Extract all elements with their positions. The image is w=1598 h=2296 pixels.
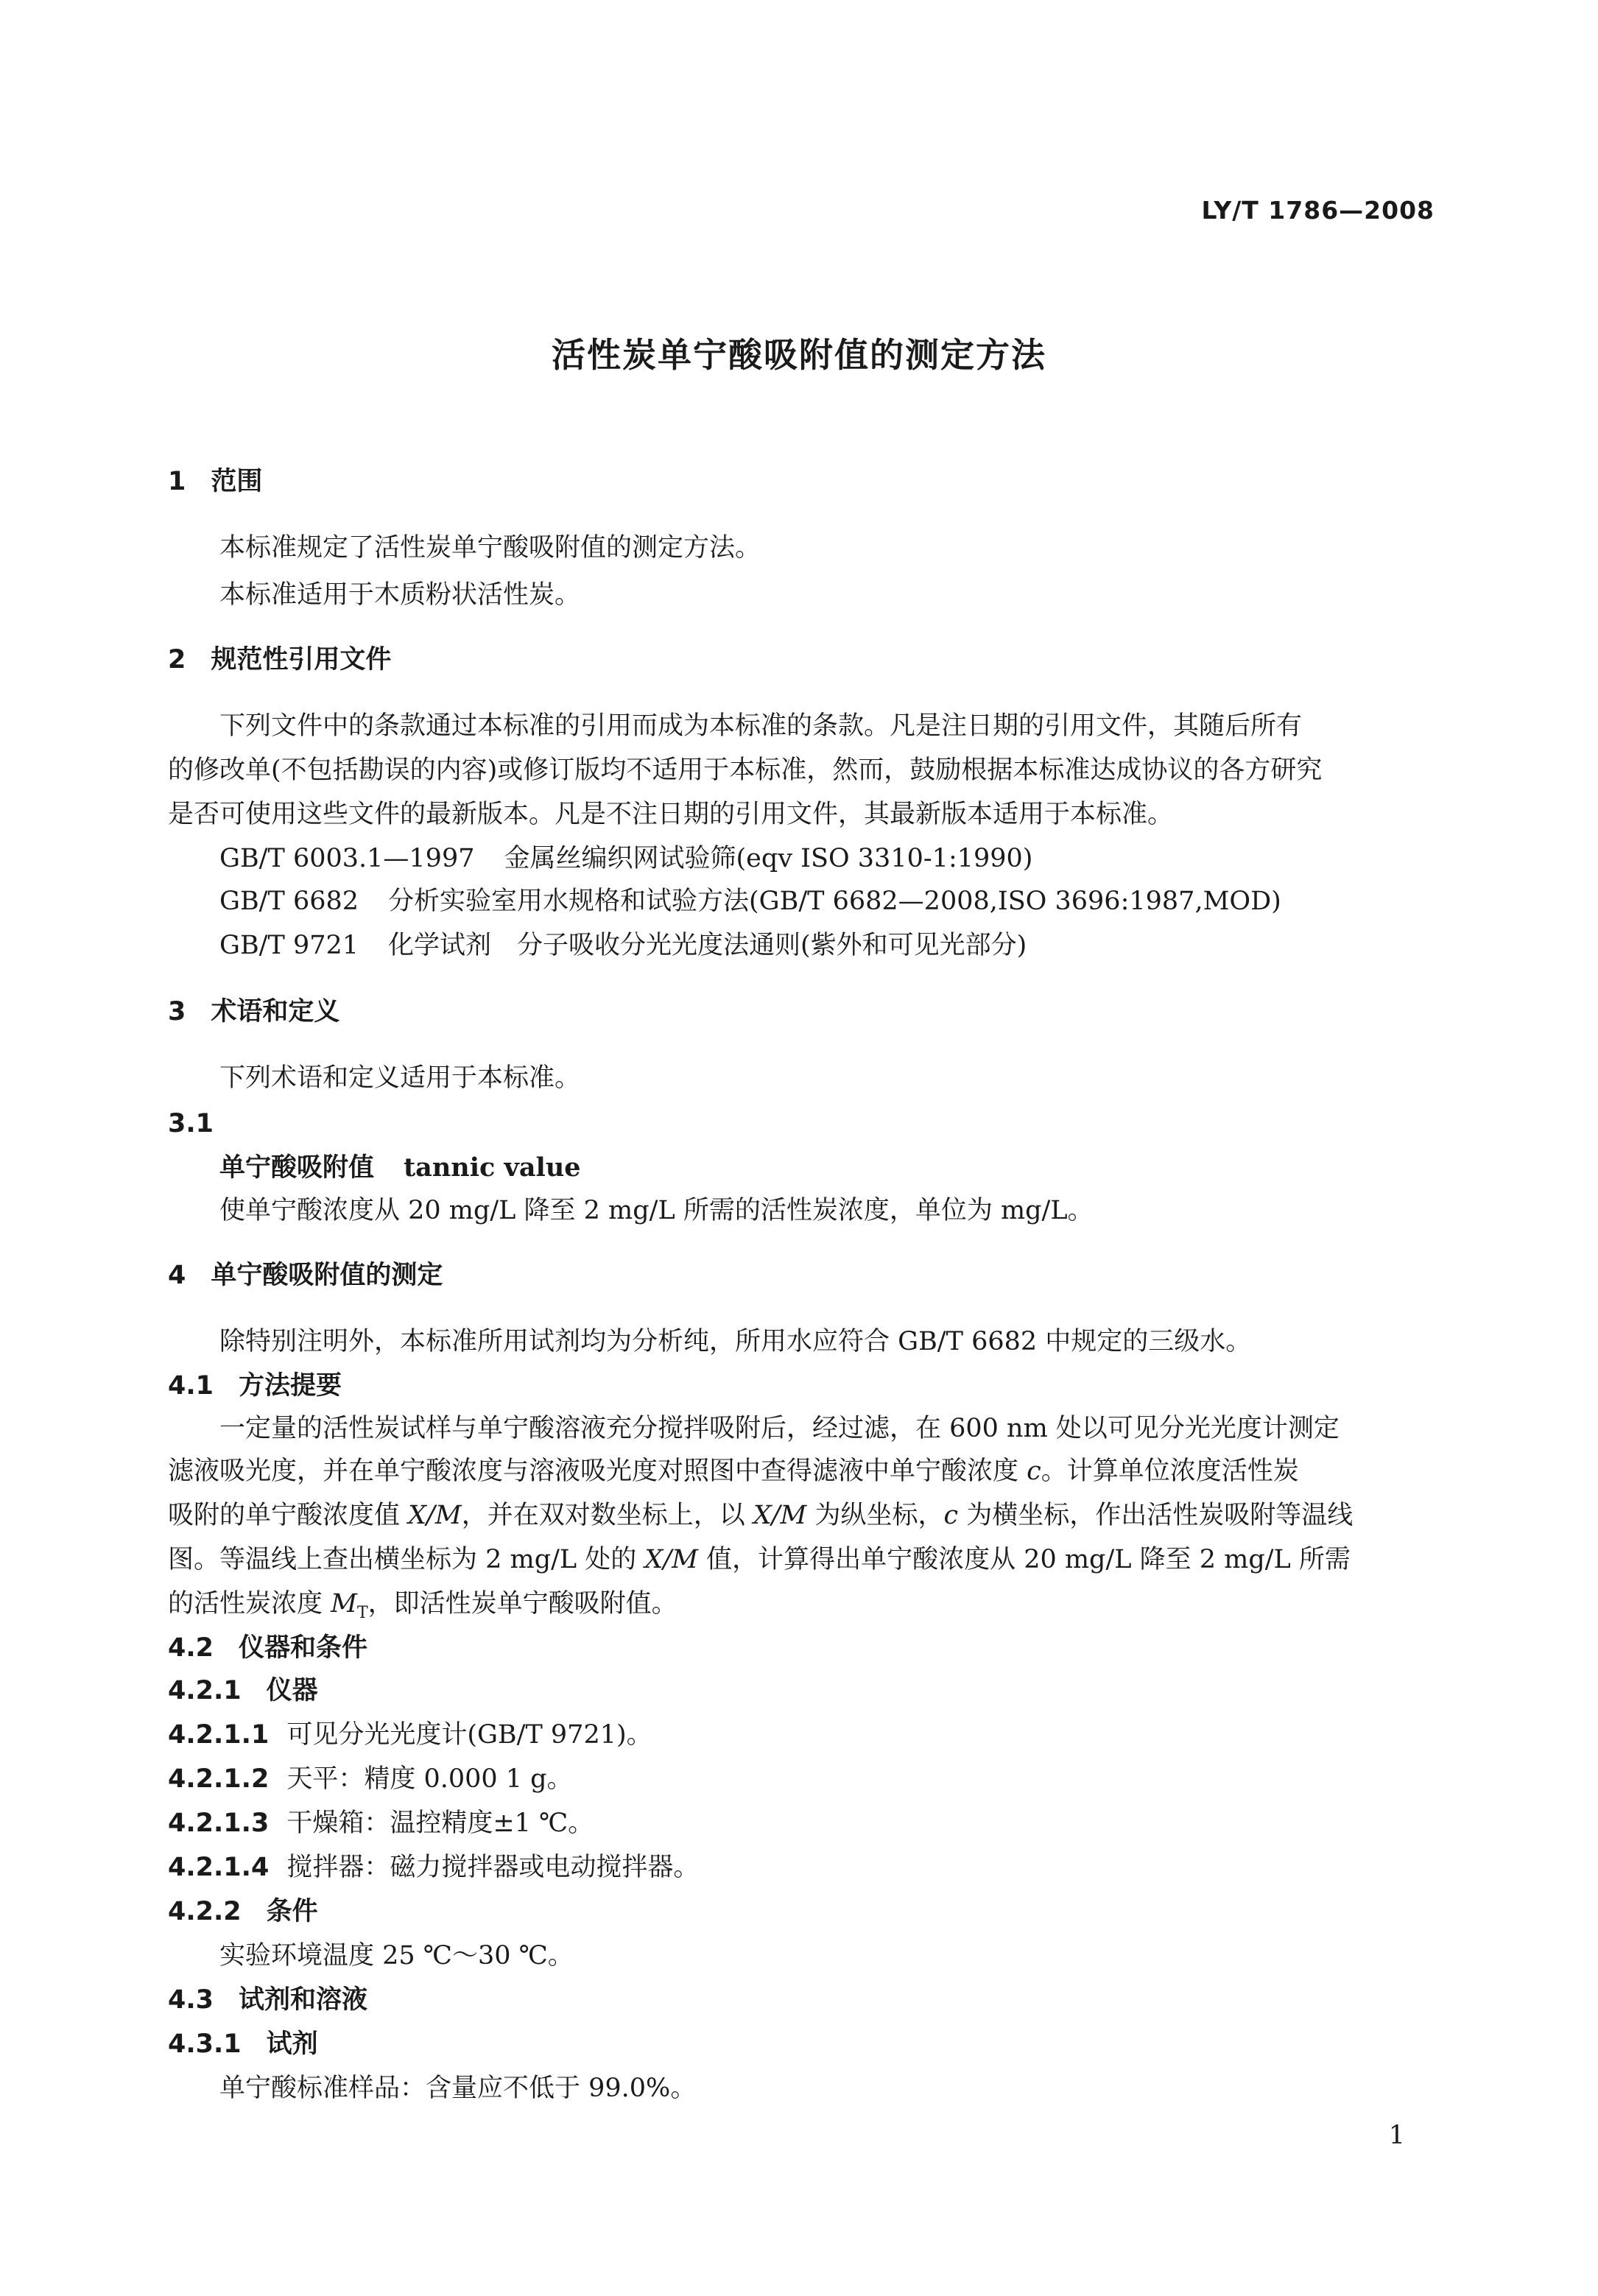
paragraph: 单宁酸标准样品：含量应不低于 99.0%。 <box>219 2074 697 2103</box>
subsection-number: 4.3 <box>168 1985 214 2015</box>
paragraph-line: 下列文件中的条款通过本标准的引用而成为本标准的条款。凡是注日期的引用文件，其随后所有 <box>219 711 1303 741</box>
section-3-heading <box>168 994 339 1029</box>
clause-number: 4.2.1.2 <box>168 1764 270 1794</box>
subsection-4-3-1-heading <box>168 2026 318 2062</box>
subsection-title: 试剂 <box>266 2029 318 2059</box>
paragraph-line <box>168 1454 1299 1489</box>
clause-item <box>168 1806 594 1841</box>
section-number: 3 <box>168 997 186 1026</box>
subsection-number: 4.3.1 <box>168 2029 242 2059</box>
clause-text: 可见分光光度计(GB/T 9721)。 <box>286 1720 652 1750</box>
section-number: 1 <box>168 467 186 496</box>
math-symbol: M <box>331 1589 357 1619</box>
clause-text: 干燥箱：温控精度±1 ℃。 <box>286 1809 594 1838</box>
clause-text: 天平：精度 0.000 1 g。 <box>286 1764 573 1794</box>
section-number: 2 <box>168 645 186 675</box>
text-run: 为横坐标，作出活性炭吸附等温线 <box>958 1501 1354 1530</box>
section-number: 4 <box>168 1261 186 1290</box>
paragraph-line: 的修改单(不包括勘误的内容)或修订版均不适用于本标准，然而，鼓励根据本标准达成协议的各方研究 <box>168 756 1323 785</box>
subsection-number: 4.1 <box>168 1371 214 1401</box>
reference-item <box>219 928 1027 963</box>
subsection-4-3-heading <box>168 1982 367 2018</box>
subsection-number: 4.2.2 <box>168 1897 242 1926</box>
term-entry <box>219 1150 581 1186</box>
term-zh: 单宁酸吸附值 <box>219 1153 375 1183</box>
subsection-4-1-heading <box>168 1368 342 1404</box>
subsection-number: 4.2.1 <box>168 1676 242 1705</box>
reference-code: GB/T 6682 <box>219 887 359 916</box>
clause-text: 搅拌器：磁力搅拌器或电动搅拌器。 <box>286 1853 700 1882</box>
reference-title: 金属丝编织网试验筛(eqv ISO 3310-1:1990) <box>504 844 1033 873</box>
math-symbol: X/M <box>753 1501 807 1530</box>
section-title: 范围 <box>211 467 263 496</box>
paragraph-line: 一定量的活性炭试样与单宁酸溶液充分搅拌吸附后，经过滤，在 600 nm 处以可见分光光度计测定 <box>219 1414 1340 1443</box>
term-en: tannic value <box>404 1152 581 1183</box>
section-2-heading <box>168 642 391 677</box>
reference-item <box>219 841 1032 876</box>
reference-title: 化学试剂 分子吸收分光光度法通则(紫外和可见光部分) <box>388 931 1027 960</box>
standard-number: LY/T 1786—2008 <box>1201 196 1435 225</box>
clause-item <box>168 1761 573 1797</box>
text-run: 滤液吸光度，并在单宁酸浓度与溶液吸光度对照图中查得滤液中单宁酸浓度 <box>168 1457 1027 1486</box>
subsection-number: 3.1 <box>168 1109 214 1138</box>
text-run: 的活性炭浓度 <box>168 1589 331 1619</box>
section-1-heading <box>168 464 262 499</box>
text-run: 值，计算得出单宁酸浓度从 20 mg/L 降至 2 mg/L 所需 <box>697 1545 1351 1574</box>
math-symbol: X/M <box>644 1545 698 1574</box>
clause-number: 4.2.1.1 <box>168 1720 270 1750</box>
paragraph-line <box>168 1498 1353 1533</box>
math-symbol: X/M <box>408 1501 462 1530</box>
subsection-4-2-heading <box>168 1630 367 1666</box>
text-run: ，即活性炭单宁酸吸附值。 <box>367 1589 677 1619</box>
paragraph: 本标准适用于木质粉状活性炭。 <box>219 580 581 610</box>
paragraph: 除特别注明外，本标准所用试剂均为分析纯，所用水应符合 GB/T 6682 中规定的三级水。 <box>219 1327 1252 1356</box>
text-run: 图。等温线上查出横坐标为 2 mg/L 处的 <box>168 1545 645 1574</box>
math-symbol: c <box>1027 1457 1041 1486</box>
text-run: ，并在双对数坐标上，以 <box>461 1501 753 1530</box>
reference-code: GB/T 6003.1—1997 <box>219 844 475 873</box>
paragraph-line <box>168 1542 1351 1577</box>
reference-title: 分析实验室用水规格和试验方法(GB/T 6682—2008,ISO 3696:1987,MOD) <box>388 887 1281 916</box>
clause-number: 4.2.1.3 <box>168 1809 270 1838</box>
paragraph: 下列术语和定义适用于本标准。 <box>219 1063 581 1093</box>
reference-item <box>219 884 1281 919</box>
paragraph: 实验环境温度 25 ℃～30 ℃。 <box>219 1941 574 1971</box>
math-symbol: c <box>943 1501 959 1530</box>
term-definition: 使单宁酸浓度从 20 mg/L 降至 2 mg/L 所需的活性炭浓度，单位为 mg/L。 <box>219 1196 1094 1225</box>
subsection-title: 条件 <box>266 1897 318 1926</box>
text-run: 为纵坐标， <box>806 1501 944 1530</box>
clause-item <box>168 1850 699 1885</box>
subsection-title: 仪器和条件 <box>239 1633 368 1663</box>
section-title: 规范性引用文件 <box>211 645 392 675</box>
subsection-4-2-2-heading <box>168 1894 318 1929</box>
subsection-4-2-1-heading <box>168 1673 318 1708</box>
subsection-title: 方法提要 <box>239 1371 342 1401</box>
clause-number: 4.2.1.4 <box>168 1853 270 1882</box>
reference-code: GB/T 9721 <box>219 931 359 960</box>
section-title: 单宁酸吸附值的测定 <box>211 1261 443 1290</box>
page-number: 1 <box>1388 2121 1405 2150</box>
paragraph-line <box>168 1586 677 1631</box>
subsection-title: 仪器 <box>266 1676 318 1705</box>
clause-item <box>168 1717 652 1753</box>
subsection-number: 4.2 <box>168 1633 214 1663</box>
math-subscript: T <box>356 1604 368 1622</box>
text-run: 吸附的单宁酸浓度值 <box>168 1501 409 1530</box>
paragraph-line: 是否可使用这些文件的最新版本。凡是不注日期的引用文件，其最新版本适用于本标准。 <box>168 800 1174 829</box>
paragraph: 本标准规定了活性炭单宁酸吸附值的测定方法。 <box>219 533 761 563</box>
section-4-heading <box>168 1258 443 1293</box>
subsection-title: 试剂和溶液 <box>239 1985 368 2015</box>
section-title: 术语和定义 <box>211 997 340 1026</box>
text-run: 。计算单位浓度活性炭 <box>1041 1457 1299 1486</box>
page-title: 活性炭单宁酸吸附值的测定方法 <box>552 335 1046 375</box>
